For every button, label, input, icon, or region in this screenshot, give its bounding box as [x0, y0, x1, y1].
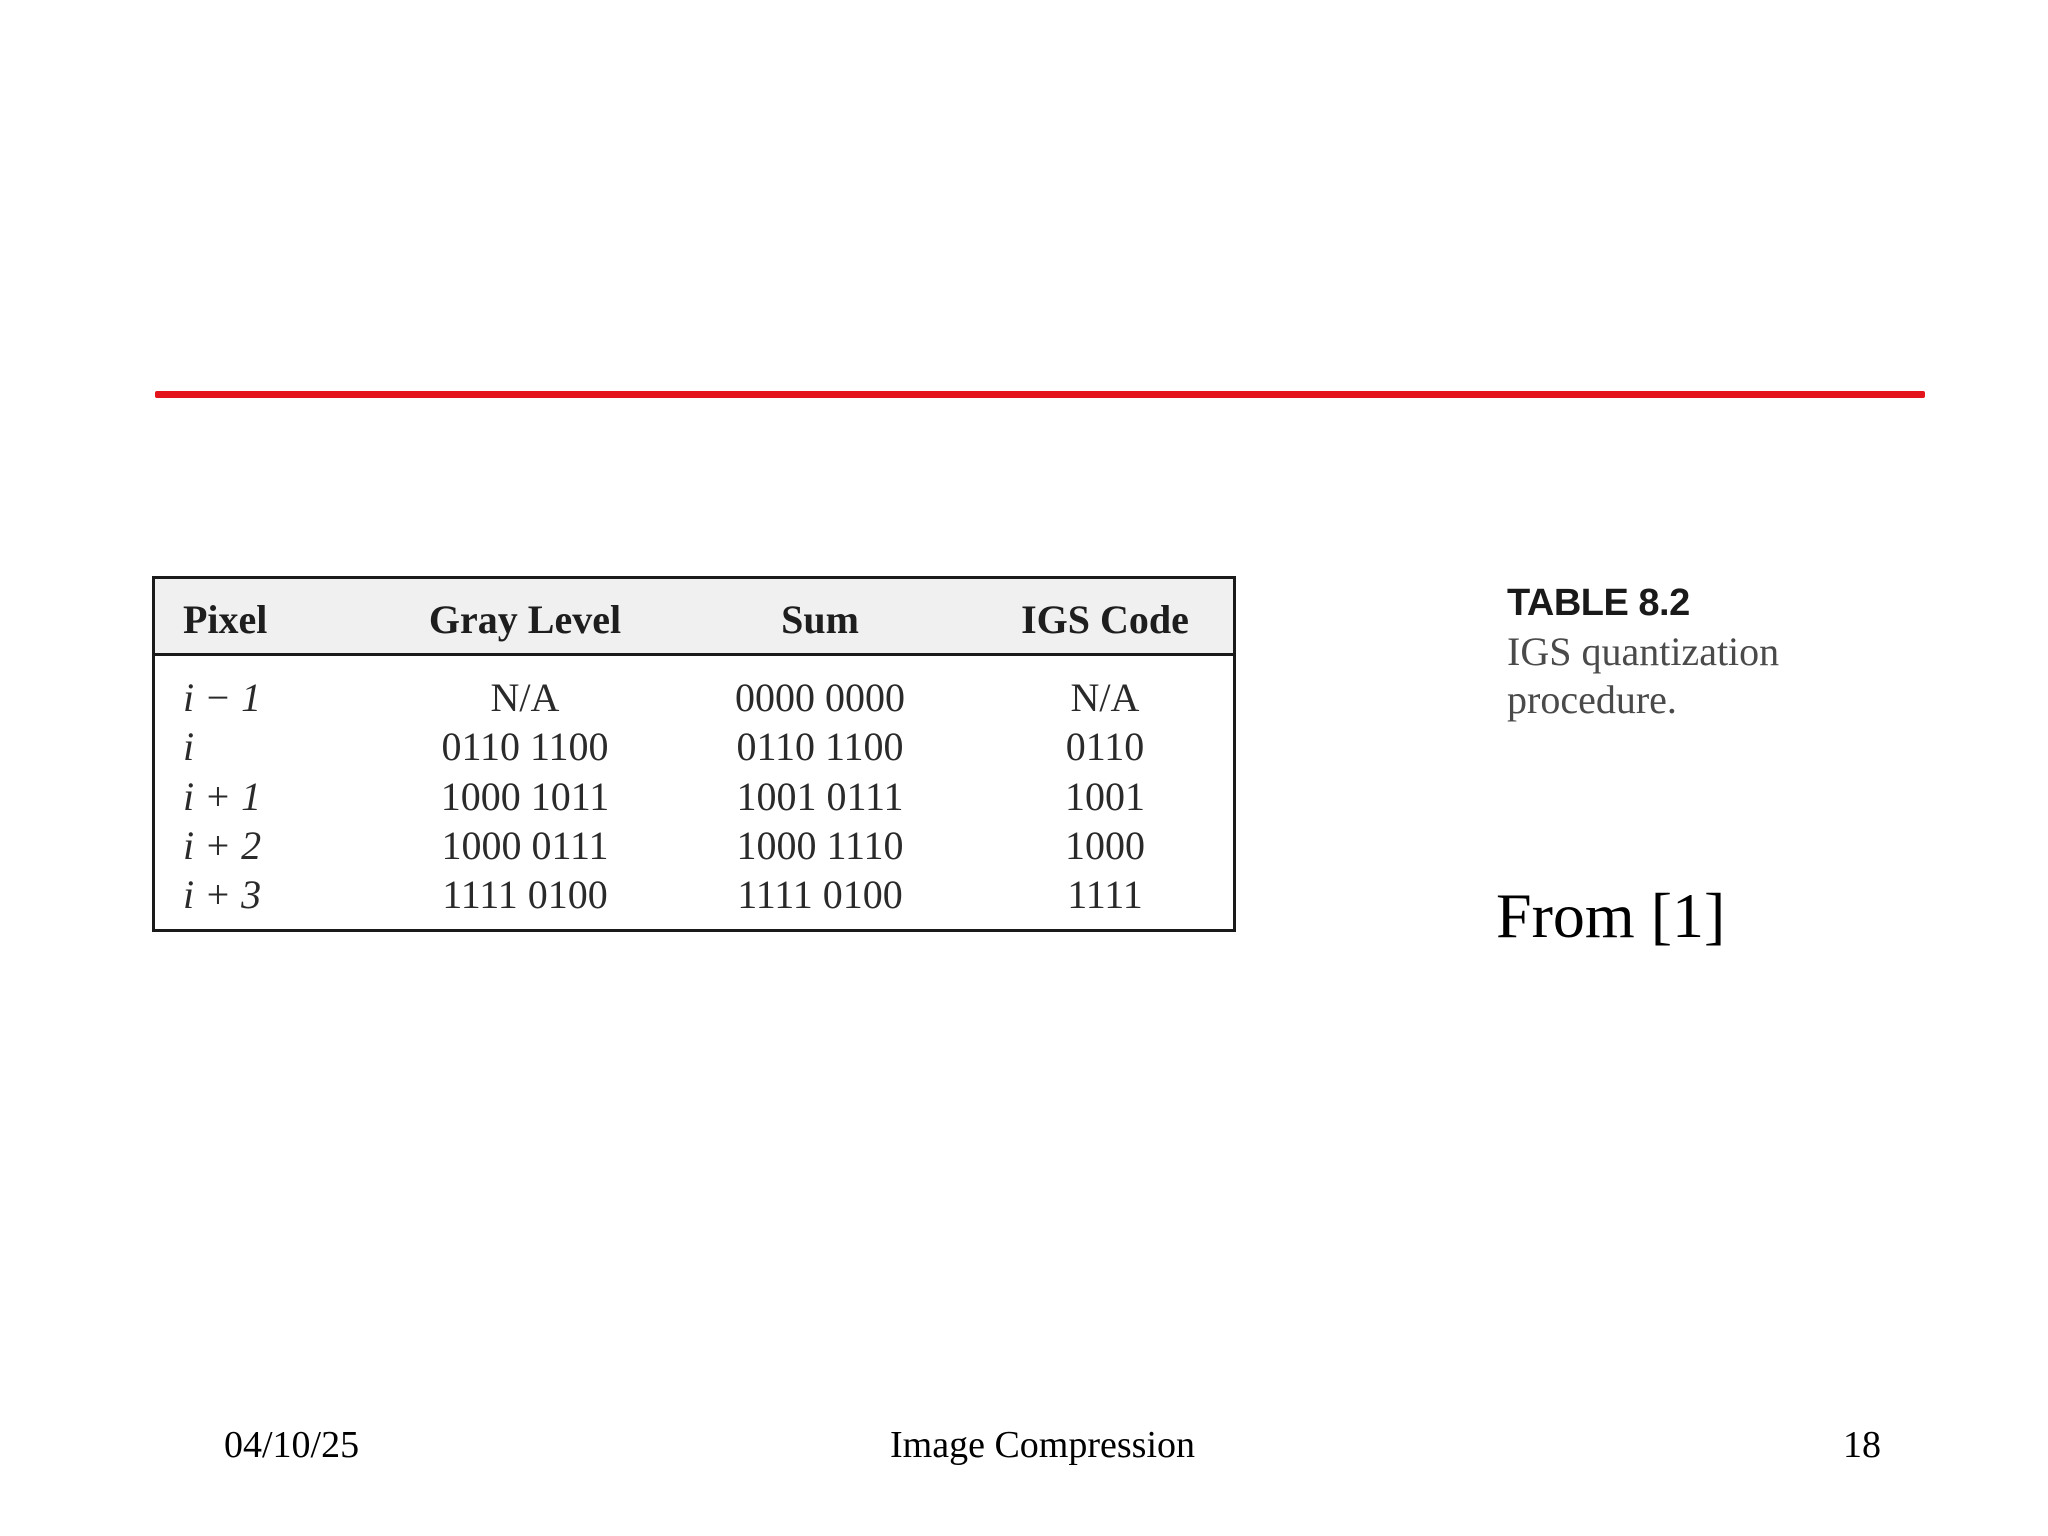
- table-row: [155, 674, 1233, 722]
- cell-gray-level: 1000 1011: [440, 774, 610, 819]
- cell-gray-level: 0110 1100: [441, 724, 609, 769]
- cell-sum: 0110 1100: [736, 724, 904, 769]
- table-row: [155, 723, 1233, 771]
- cell-sum: 1000 1110: [736, 823, 904, 868]
- header-pixel: Pixel: [183, 597, 268, 642]
- table-row: [155, 773, 1233, 821]
- table-number: TABLE 8.2: [1507, 582, 1690, 624]
- table-caption: [1507, 578, 1907, 724]
- cell-igs-code: 0110: [1065, 724, 1145, 769]
- cell-pixel: i + 1: [183, 774, 262, 819]
- cell-igs-code: 1000: [1065, 823, 1145, 868]
- source-citation: From [1]: [1496, 880, 1726, 951]
- cell-sum: 0000 0000: [735, 675, 905, 720]
- table-header: [155, 579, 1233, 656]
- page-number: 18: [1843, 1424, 1881, 1466]
- cell-pixel: i: [183, 724, 195, 769]
- cell-igs-code: N/A: [1070, 675, 1140, 720]
- header-sum: Sum: [781, 597, 859, 642]
- table-row: [155, 822, 1233, 870]
- caption-line-2: procedure.: [1507, 677, 1677, 722]
- caption-line-1: IGS quantization: [1507, 629, 1780, 674]
- cell-sum: 1111 0100: [737, 872, 903, 917]
- cell-igs-code: 1001: [1065, 774, 1145, 819]
- header-igs-code: IGS Code: [1021, 597, 1189, 642]
- igs-table: [152, 576, 1236, 932]
- header-gray-level: Gray Level: [428, 597, 622, 642]
- cell-gray-level: 1111 0100: [442, 872, 608, 917]
- cell-pixel: i + 2: [183, 823, 262, 868]
- cell-sum: 1001 0111: [736, 774, 904, 819]
- footer-date: 04/10/25: [224, 1424, 360, 1466]
- footer-title: Image Compression: [890, 1424, 1196, 1466]
- cell-gray-level: 1000 0111: [441, 823, 609, 868]
- cell-gray-level: N/A: [490, 675, 560, 720]
- cell-pixel: i + 3: [183, 872, 262, 917]
- title-divider-line: [155, 391, 1925, 398]
- cell-igs-code: 1111: [1067, 872, 1143, 917]
- cell-pixel: i − 1: [183, 675, 262, 720]
- table-row: [155, 871, 1233, 919]
